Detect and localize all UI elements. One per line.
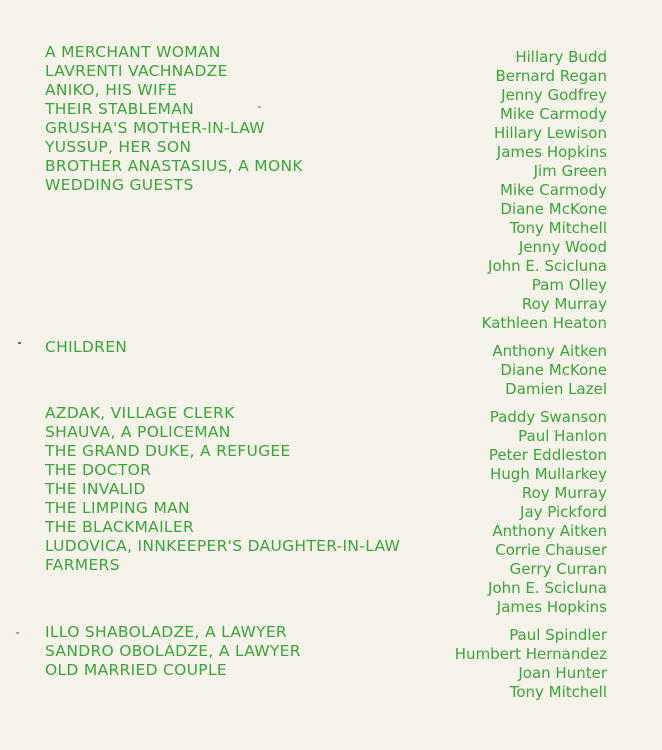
actor-name: Anthony Aitken <box>492 522 607 540</box>
actor-name: Bernard Regan <box>495 67 607 85</box>
role-name: THE BLACKMAILER <box>45 518 195 536</box>
actor-name: Mike Carmody <box>499 105 607 123</box>
role-name: LUDOVICA, INNKEEPER'S DAUGHTER-IN-LAW <box>45 537 401 555</box>
actor-name: Jay Pickford <box>520 503 607 521</box>
cast-section-2-roles <box>45 338 127 357</box>
actor-name: Humbert Hernandez <box>454 645 607 663</box>
actor-name: Tony Mitchell <box>509 219 607 237</box>
actor-name: Paddy Swanson <box>489 408 607 426</box>
actor-name: James Hopkins <box>496 598 607 616</box>
role-name: THE DOCTOR <box>45 461 152 479</box>
actor-name: Hillary Budd <box>515 48 607 66</box>
actor-name: Kathleen Heaton <box>481 314 607 332</box>
cast-section-3-roles <box>45 404 400 575</box>
actor-name: Hillary Lewison <box>493 124 607 142</box>
role-name: YUSSUP, HER SON <box>45 138 192 156</box>
actor-name: Pam Olley <box>531 276 607 294</box>
actor-name: Tony Mitchell <box>509 683 607 701</box>
role-name: AZDAK, VILLAGE CLERK <box>45 404 235 422</box>
role-name: SANDRO OBOLADZE, A LAWYER <box>45 642 301 660</box>
actor-name: Damien Lazel <box>505 380 607 398</box>
role-name: A MERCHANT WOMAN <box>45 43 221 61</box>
cast-section-4-actors <box>455 626 607 702</box>
actor-name: Corrie Chauser <box>495 541 607 559</box>
actor-name: James Hopkins <box>496 143 607 161</box>
role-name: THE LIMPING MAN <box>45 499 190 517</box>
role-name: THE GRAND DUKE, A REFUGEE <box>45 442 291 460</box>
actor-name: Gerry Curran <box>509 560 607 578</box>
paper-speck <box>16 632 19 634</box>
role-name: LAVRENTI VACHNADZE <box>45 62 228 80</box>
role-name: THE INVALID <box>45 480 146 498</box>
role-name: WEDDING GUESTS <box>45 176 194 194</box>
actor-name: Joan Hunter <box>518 664 607 682</box>
cast-section-2-actors <box>492 342 607 399</box>
role-name: SHAUVA, A POLICEMAN <box>45 423 231 441</box>
actor-name: Anthony Aitken <box>492 342 607 360</box>
paper-speck <box>18 342 21 344</box>
cast-section-1-actors <box>482 48 607 333</box>
role-name: BROTHER ANASTASIUS, A MONK <box>45 157 303 175</box>
actor-name: Roy Murray <box>521 295 607 313</box>
actor-name: John E. Scicluna <box>488 257 607 275</box>
cast-section-1-roles <box>45 43 303 195</box>
actor-name: Paul Hanlon <box>518 427 607 445</box>
role-name: GRUSHA'S MOTHER-IN-LAW <box>45 119 265 137</box>
role-name: ILLO SHABOLADZE, A LAWYER <box>45 623 288 641</box>
actor-name: Jim Green <box>533 162 607 180</box>
actor-name: John E. Scicluna <box>488 579 607 597</box>
role-name: OLD MARRIED COUPLE <box>45 661 227 679</box>
role-name: FARMERS <box>45 556 120 574</box>
cast-section-3-actors <box>488 408 607 617</box>
actor-name: Diane McKone <box>500 361 607 379</box>
cast-section-4-roles <box>45 623 301 680</box>
actor-name: Jenny Godfrey <box>501 86 607 104</box>
actor-name: Roy Murray <box>521 484 607 502</box>
role-name: ANIKO, HIS WIFE <box>45 81 178 99</box>
actor-name: Peter Eddleston <box>488 446 607 464</box>
actor-name: Jenny Wood <box>518 238 607 256</box>
actor-name: Mike Carmody <box>499 181 607 199</box>
actor-name: Hugh Mullarkey <box>490 465 607 483</box>
paper-speck <box>258 106 261 108</box>
actor-name: Paul Spindler <box>509 626 607 644</box>
role-name: THEIR STABLEMAN <box>45 100 195 118</box>
actor-name: Diane McKone <box>500 200 607 218</box>
role-name: CHILDREN <box>45 338 128 356</box>
